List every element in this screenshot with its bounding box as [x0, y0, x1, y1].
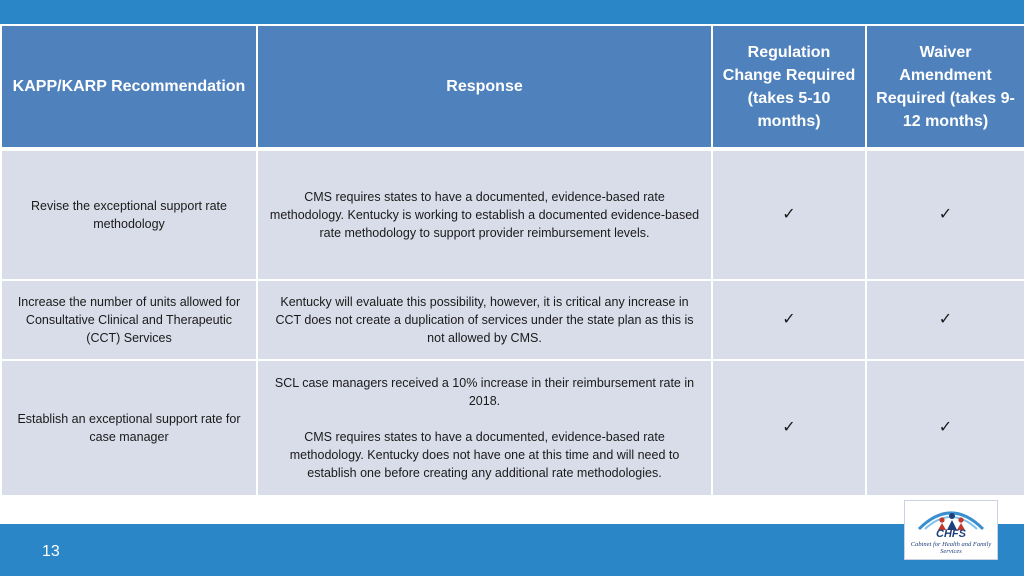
chfs-logo [904, 500, 998, 560]
footer-bar [0, 524, 1024, 576]
recommendation-cell: Increase the number of units allowed for Consultative Clinical and Therapeutic (CCT) Services [1, 280, 257, 360]
table-row [1, 360, 1024, 496]
regulation-change-cell [712, 280, 866, 360]
header-recommendation: KAPP/KARP Recommendation [1, 25, 257, 149]
recommendations-table [0, 24, 1024, 497]
regulation-change-cell [712, 149, 866, 280]
response-cell [257, 280, 712, 360]
logo-figures-icon [911, 503, 991, 531]
top-bar [0, 0, 1024, 24]
recommendations-table-wrapper [0, 24, 1024, 497]
response-paragraph: CMS requires states to have a documented, evidence-based rate methodology. Kentucky does not have one at this time and will need to establish one before creating any additional rate methodologies. [289, 430, 680, 480]
checkmark-icon: ✓ [938, 206, 953, 223]
response-paragraph: Kentucky will evaluate this possibility, however, it is critical any increase in CCT does not create a duplication of services under the state plan as this is not allowed by CMS. [275, 295, 694, 345]
checkmark-icon: ✓ [938, 311, 953, 328]
waiver-amendment-cell [866, 149, 1024, 280]
response-paragraph: SCL case managers received a 10% increase in their reimbursement rate in 2018. [274, 376, 695, 408]
page-number: 13 [42, 543, 60, 560]
recommendation-cell: Establish an exceptional support rate for case manager [1, 360, 257, 496]
waiver-amendment-cell [866, 280, 1024, 360]
logo-abbreviation: CHFS [936, 528, 966, 540]
recommendation-cell: Revise the exceptional support rate methodology [1, 149, 257, 280]
header-regulation-change: Regulation Change Required (takes 5-10 months) [712, 25, 866, 149]
response-paragraph: CMS requires states to have a documented, evidence-based rate methodology. Kentucky is working to establish a documented evidence-based rate methodology to support provider reimbursement levels. [269, 190, 700, 240]
response-cell [257, 360, 712, 496]
header-waiver-amendment: Waiver Amendment Required (takes 9-12 months) [866, 25, 1024, 149]
table-header-row [1, 25, 1024, 149]
response-cell [257, 149, 712, 280]
checkmark-icon: ✓ [782, 311, 796, 328]
logo-name: Cabinet for Health and Family Services [910, 541, 992, 555]
checkmark-icon: ✓ [782, 419, 796, 436]
checkmark-icon: ✓ [782, 206, 796, 223]
header-response: Response [257, 25, 712, 149]
regulation-change-cell [712, 360, 866, 496]
table-row [1, 280, 1024, 360]
checkmark-icon: ✓ [938, 419, 953, 436]
table-row [1, 149, 1024, 280]
waiver-amendment-cell [866, 360, 1024, 496]
